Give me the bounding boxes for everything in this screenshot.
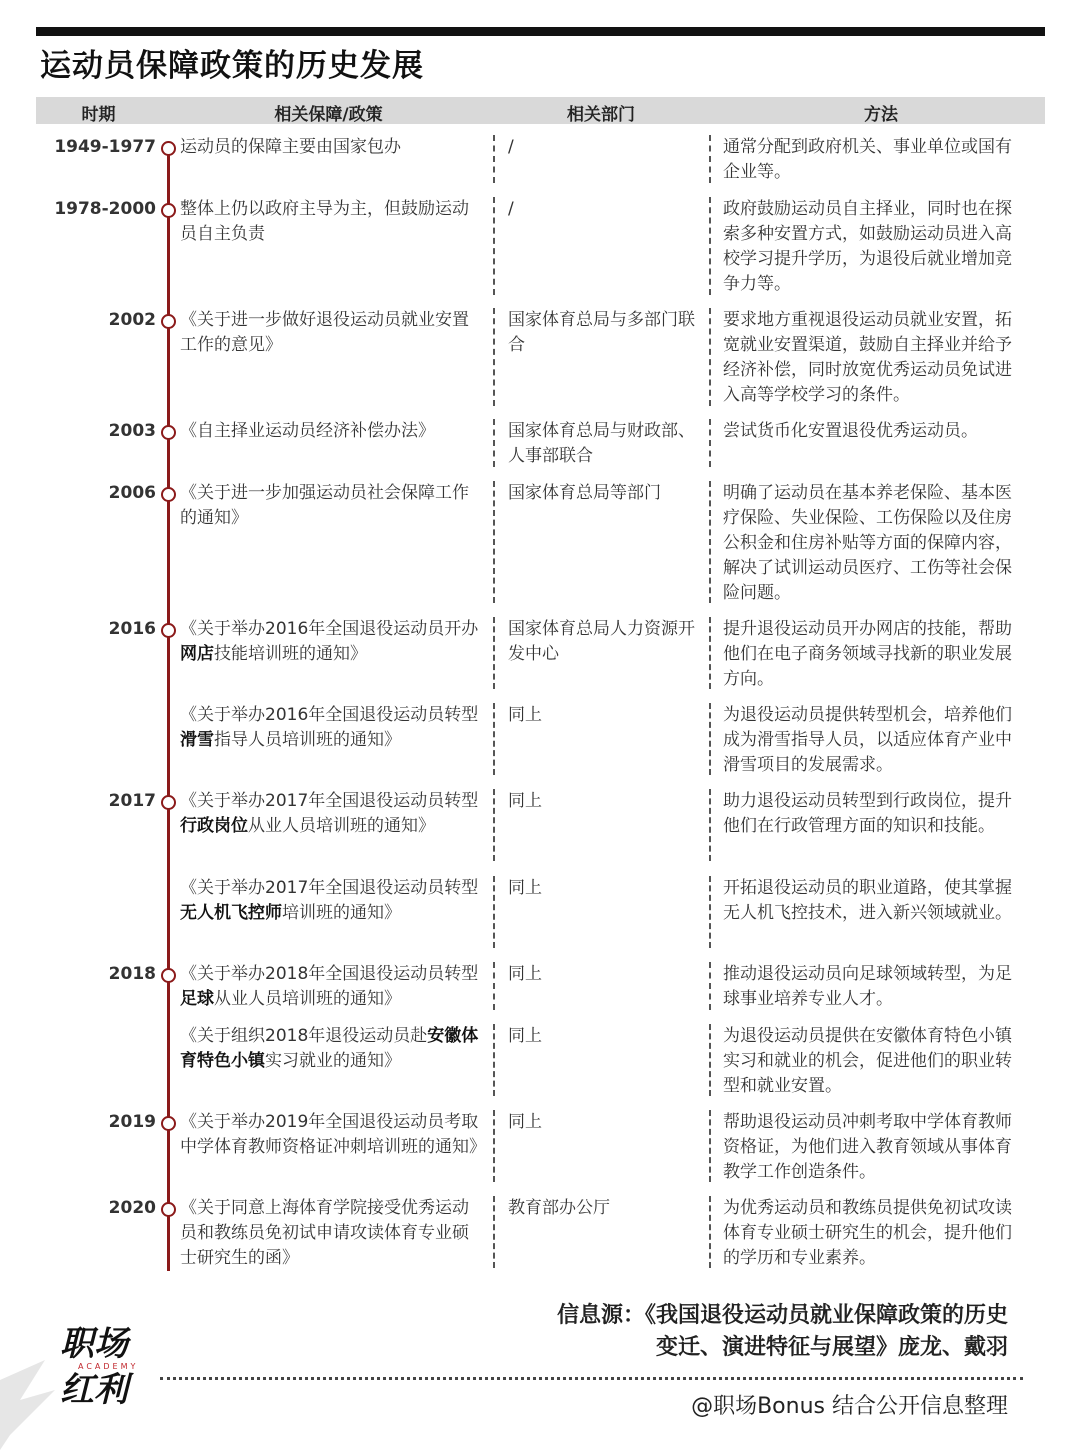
row-method: 政府鼓励运动员自主择业，同时也在探索多种安置方式，如鼓励运动员进入高校学习提升学历，为退役后就业增加竞争力等。 <box>723 199 1012 294</box>
row-method: 要求地方重视退役运动员就业安置，拓宽就业安置渠道，鼓励自主择业并给予经济补偿，同时放宽优秀运动员免试进入高等学校学习的条件。 <box>723 310 1012 405</box>
brand-logo <box>60 1325 160 1409</box>
row-dept: 同上 <box>508 964 542 984</box>
row-dept: 同上 <box>508 1026 542 1046</box>
row-year: 2017 <box>108 791 156 811</box>
row-method: 尝试货币化安置退役优秀运动员。 <box>723 421 978 441</box>
timeline-dot <box>161 487 176 502</box>
top-bar <box>36 27 1045 36</box>
row-policy: 《关于举办2016年全国退役运动员开办网店技能培训班的通知》 <box>180 619 479 664</box>
column-divider <box>493 1110 495 1182</box>
row-policy: 《关于举办2017年全国退役运动员转型行政岗位从业人员培训班的通知》 <box>180 791 479 836</box>
logo-line-3: 红利 <box>60 1370 128 1410</box>
row-dept: / <box>508 199 514 219</box>
column-divider <box>493 308 495 406</box>
row-method: 帮助退役运动员冲刺考取中学体育教师资格证，为他们进入教育领域从事体育教学工作创造条件。 <box>723 1112 1012 1182</box>
column-divider <box>493 1196 495 1268</box>
row-year: 2002 <box>108 310 156 330</box>
timeline-dot <box>161 1202 176 1217</box>
column-divider <box>709 876 711 948</box>
timeline-dot <box>161 795 176 810</box>
column-divider <box>709 962 711 1010</box>
column-divider <box>493 876 495 948</box>
source-citation <box>557 1300 1008 1364</box>
timeline-dot <box>161 1116 176 1131</box>
header-policy: 相关保障/政策 <box>274 105 383 125</box>
row-policy: 《自主择业运动员经济补偿办法》 <box>180 421 435 441</box>
column-divider <box>493 481 495 603</box>
column-divider <box>709 617 711 689</box>
table-header <box>36 97 1045 124</box>
column-divider <box>493 135 495 183</box>
row-policy: 《关于举办2017年全国退役运动员转型无人机飞控师培训班的通知》 <box>180 878 479 923</box>
row-dept: 国家体育总局与多部门联合 <box>508 310 695 355</box>
column-divider <box>709 1024 711 1096</box>
row-dept: 同上 <box>508 705 542 725</box>
column-divider <box>709 308 711 406</box>
page-title: 运动员保障政策的历史发展 <box>40 48 424 84</box>
header-method: 方法 <box>864 105 898 125</box>
row-policy: 运动员的保障主要由国家包办 <box>180 137 401 157</box>
row-method: 明确了运动员在基本养老保险、基本医疗保险、失业保险、工伤保险以及住房公积金和住房补贴等方面的保障内容，解决了试训运动员医疗、工伤等社会保险问题。 <box>723 483 1012 603</box>
row-dept: 同上 <box>508 1112 542 1132</box>
header-dept: 相关部门 <box>567 105 635 125</box>
row-dept: 同上 <box>508 791 542 811</box>
column-divider <box>709 1196 711 1268</box>
credit-text: @职场Bonus 结合公开信息整理 <box>691 1394 1008 1419</box>
row-year: 2019 <box>108 1112 156 1132</box>
timeline-dot <box>161 425 176 440</box>
source-line-2: 变迁、演进特征与展望》庞龙、戴羽 <box>655 1335 1008 1360</box>
column-divider <box>709 703 711 775</box>
column-divider <box>493 617 495 689</box>
column-divider <box>709 197 711 295</box>
row-policy: 《关于进一步加强运动员社会保障工作的通知》 <box>180 483 469 528</box>
row-method: 推动退役运动员向足球领域转型，为足球事业培养专业人才。 <box>723 964 1012 1009</box>
row-dept: / <box>508 137 514 157</box>
column-divider <box>493 419 495 467</box>
row-policy: 《关于进一步做好退役运动员就业安置工作的意见》 <box>180 310 469 355</box>
source-line-1: 信息源：《我国退役运动员就业保障政策的历史 <box>556 1303 1008 1328</box>
corner-decoration-icon <box>0 1360 60 1450</box>
row-method: 提升退役运动员开办网店的技能，帮助他们在电子商务领域寻找新的职业发展方向。 <box>723 619 1012 689</box>
column-divider <box>709 481 711 603</box>
column-divider <box>709 419 711 467</box>
logo-line-2: ACADEMY <box>78 1362 139 1371</box>
row-dept: 国家体育总局与财政部、人事部联合 <box>508 421 695 466</box>
column-divider <box>709 135 711 183</box>
row-policy: 《关于举办2019年全国退役运动员考取中学体育教师资格证冲刺培训班的通知》 <box>180 1112 486 1157</box>
header-period: 时期 <box>81 105 116 125</box>
column-divider <box>493 197 495 295</box>
row-method: 为退役运动员提供转型机会，培养他们成为滑雪指导人员，以适应体育产业中滑雪项目的发展需求。 <box>723 705 1012 775</box>
row-method: 开拓退役运动员的职业道路，使其掌握无人机飞控技术，进入新兴领域就业。 <box>723 878 1012 923</box>
row-year: 2016 <box>108 619 156 639</box>
timeline-dot <box>161 141 176 156</box>
row-policy: 《关于举办2016年全国退役运动员转型滑雪指导人员培训班的通知》 <box>180 705 479 750</box>
row-method: 助力退役运动员转型到行政岗位，提升他们在行政管理方面的知识和技能。 <box>723 791 1012 836</box>
dotted-divider <box>160 1377 1023 1380</box>
timeline-dot <box>161 968 176 983</box>
column-divider <box>493 962 495 1010</box>
row-dept: 国家体育总局等部门 <box>508 483 661 503</box>
row-year: 2006 <box>108 483 156 503</box>
row-method: 为退役运动员提供在安徽体育特色小镇实习和就业的机会，促进他们的职业转型和就业安置。 <box>723 1026 1012 1096</box>
row-dept: 教育部办公厅 <box>508 1198 610 1218</box>
timeline-dot <box>161 314 176 329</box>
row-method: 为优秀运动员和教练员提供免初试攻读体育专业硕士研究生的机会，提升他们的学历和专业素养。 <box>723 1198 1012 1268</box>
column-divider <box>709 789 711 861</box>
timeline-dot <box>161 623 176 638</box>
row-dept: 同上 <box>508 878 542 898</box>
row-policy: 《关于组织2018年退役运动员赴安徽体育特色小镇实习就业的通知》 <box>180 1026 479 1071</box>
row-year: 2003 <box>108 421 156 441</box>
row-year: 1978-2000 <box>54 199 156 219</box>
column-divider <box>493 789 495 861</box>
row-year: 2018 <box>108 964 156 984</box>
row-policy: 《关于举办2018年全国退役运动员转型足球从业人员培训班的通知》 <box>180 964 479 1009</box>
row-policy: 整体上仍以政府主导为主，但鼓励运动员自主负责 <box>180 199 469 244</box>
column-divider <box>493 703 495 775</box>
column-divider <box>709 1110 711 1182</box>
row-method: 通常分配到政府机关、事业单位或国有企业等。 <box>723 137 1012 182</box>
row-year: 1949-1977 <box>54 137 156 157</box>
column-divider <box>493 1024 495 1096</box>
row-policy: 《关于同意上海体育学院接受优秀运动员和教练员免初试申请攻读体育专业硕士研究生的函》 <box>180 1198 469 1268</box>
row-year: 2020 <box>108 1198 156 1218</box>
logo-line-1: 职场 <box>60 1324 128 1364</box>
timeline-line <box>167 143 170 1271</box>
timeline-dot <box>161 203 176 218</box>
row-dept: 国家体育总局人力资源开发中心 <box>508 619 695 664</box>
